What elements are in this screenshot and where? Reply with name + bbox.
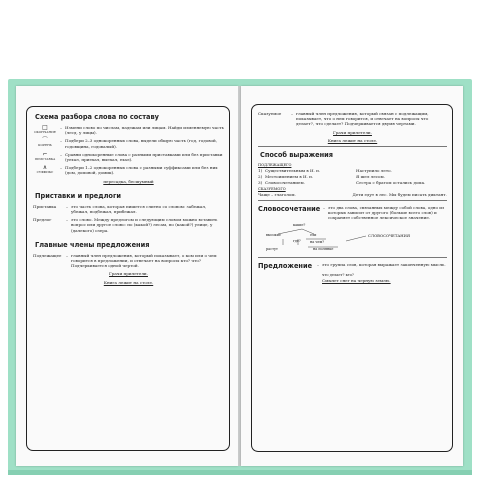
definition-row [33,253,224,269]
expression-type: Местоимением в И. п. [265,173,314,179]
subject-example-1: Грачи прилетели. [109,271,148,277]
phrase-diagram [258,223,447,253]
row-number: 3) [258,179,263,185]
expression-example: Дети едут в лес. Мы будем писать диктант. [352,191,447,197]
expression-example: Я шел лесом. [356,173,386,179]
morpheme-example: пересадка, бесшумный [103,178,154,184]
section-title: Словосочетание [258,204,321,213]
prefix-list [33,204,224,233]
subject-head: ПОДЛЕЖАЩЕГО [258,163,292,168]
expression-example: Наступило лето. [356,167,392,173]
sentence-definition: Предложение – это группа слов, которая выражает законченную мысль. [258,262,446,271]
diagram-word: высокие [266,233,281,238]
expression-type: Словосочетанием. [265,179,305,185]
expression-example: Сестра с братом остались дома. [356,179,426,185]
dash: – [65,203,69,209]
subject-rows [258,168,447,186]
section-title: Схема разбора слова по составу [35,113,159,121]
section-title: Главные члены предложения [35,240,150,249]
diagram-word: на полянке [313,247,334,252]
predicate-rows [258,192,447,197]
dash: – [59,138,63,144]
morpheme-list [33,125,224,176]
morpheme-row [33,165,224,175]
question-label: где? [293,239,301,244]
definition-text: главный член предложения, который связан с подлежащим, показывает, что о нем говорится, и отвечает на вопросы что делает?, что сделает? Подчеркивается двумя чертами. [296,111,429,127]
members-list [33,253,224,269]
predicate-head: СКАЗУЕМОГО [258,187,286,192]
definition-text: главный член предложения, который показывает, о ком или о чем говорится в предложении, и отвечает на вопросы кто? что? Подчеркивается одной чертой. [71,252,217,269]
term-label: Приставка [33,203,57,209]
dash: – [59,165,63,171]
right-content [258,111,447,447]
expression-row [258,174,447,179]
subject-example-2: Книга лежит на столе. [103,279,154,285]
right-frame [251,104,453,452]
question-label: на чем? [310,240,325,245]
predicate-example-2: Книга лежит на столе. [327,137,378,143]
morpheme-symbol [33,138,57,148]
question-label: какие? [293,223,306,228]
expression-type: Чаще – глаголом. [258,191,296,197]
morpheme-label: ПРИСТАВКА [34,156,56,161]
definition-text: это группа слов, которая выражает законченную мысль. [322,262,446,268]
morpheme-icon: ⌒ [41,137,48,145]
left-frame [26,106,230,451]
term-label: Сказуемое [258,111,282,116]
definition-row [33,217,224,233]
morpheme-symbol [33,125,57,135]
diagram-word: растут [266,247,278,252]
morpheme-row [33,138,224,148]
left-content [33,113,224,446]
morpheme-text: Измени слово по числам, падежам или лицам. Найди изменяемую часть (лесд, у лицы). [65,125,224,136]
morpheme-label: ОКОНЧАНИЕ [34,130,56,134]
morpheme-symbol [33,152,57,162]
morpheme-icon: ∧ [42,164,48,172]
diagram-word: ели [310,233,317,238]
cover-edge [8,470,472,475]
expression-type: Существительным в И. п. [265,167,321,173]
morpheme-text: Подбери 2–3 однокоренных слова, выдели общую часть (год, годовой, годовщина, годовалый). [65,138,218,149]
morpheme-text: Сравни однокоренные слова с разными приставками или без приставки (уехал, приехал, выехал, ехал). [65,151,223,163]
expression-row [258,192,447,197]
morpheme-row [33,152,224,162]
expression-row [258,180,447,185]
diagram-caption: СЛОВОСОЧЕТАНИЯ [368,233,410,239]
term-label: Предлог [33,217,52,223]
diagram-arrows [258,223,448,253]
definition-row [33,204,224,214]
morpheme-label: КОРЕНЬ [38,143,52,148]
expression-row [258,168,447,173]
definition-text: это два слова, связанных между собой слова, одно из которых зависит от другого (больше всего слов) и сохраняет собственное лексическое значение. [328,204,445,221]
morpheme-icon: □ [42,124,48,131]
term-label: Подлежащее [33,252,62,258]
question-label: что делает? кто? [322,273,354,278]
row-number: 1) [258,167,263,173]
morpheme-text: Подбери 1–2 однокоренных слова с разными суффиксами или без них (дом, домовой, домик). [65,165,218,176]
definition-text: это часть слова, которая пишется слитно со словом: забежал, убежал, подбежал, прибежал. [71,203,207,215]
definition-text: это слово. Между предлогом и следующим словом можно вставить вопрос или другое слово: по (какой?) лесам, по (какой?) улице, у (далекого) озера. [71,217,218,233]
left-page [16,86,238,466]
dash: – [59,151,63,157]
section-title: Способ выражения [260,151,334,160]
row-number: 2) [258,173,263,179]
right-page [241,86,463,466]
morpheme-label: СУФФИКС [36,170,54,175]
morpheme-row [33,125,224,135]
morpheme-symbol [33,165,57,175]
dash: – [65,252,69,258]
predicate-definition: Сказуемое – главный член предложения, который связан с подлежащим, показывает, что о нем говорится, и отвечает на вопросы что делает?, что сделает? Подчеркивается двумя чертами. [258,111,447,127]
section-title: Приставки и предлоги [35,191,122,200]
phrase-definition: Словосочетание – это два слова, связанных между собой слова, одно из которых зависит от другого (больше всего слов) и сохраняет собственное лексическое значение. [258,205,447,221]
morpheme-icon: ⌐ [42,150,48,158]
section-title: Предложение [258,262,313,271]
dash: – [65,217,69,223]
predicate-example-1: Грачи прилетели. [333,129,372,135]
dash: – [59,125,63,130]
sentence-example: Смылет снег на черную землю. [322,277,391,283]
